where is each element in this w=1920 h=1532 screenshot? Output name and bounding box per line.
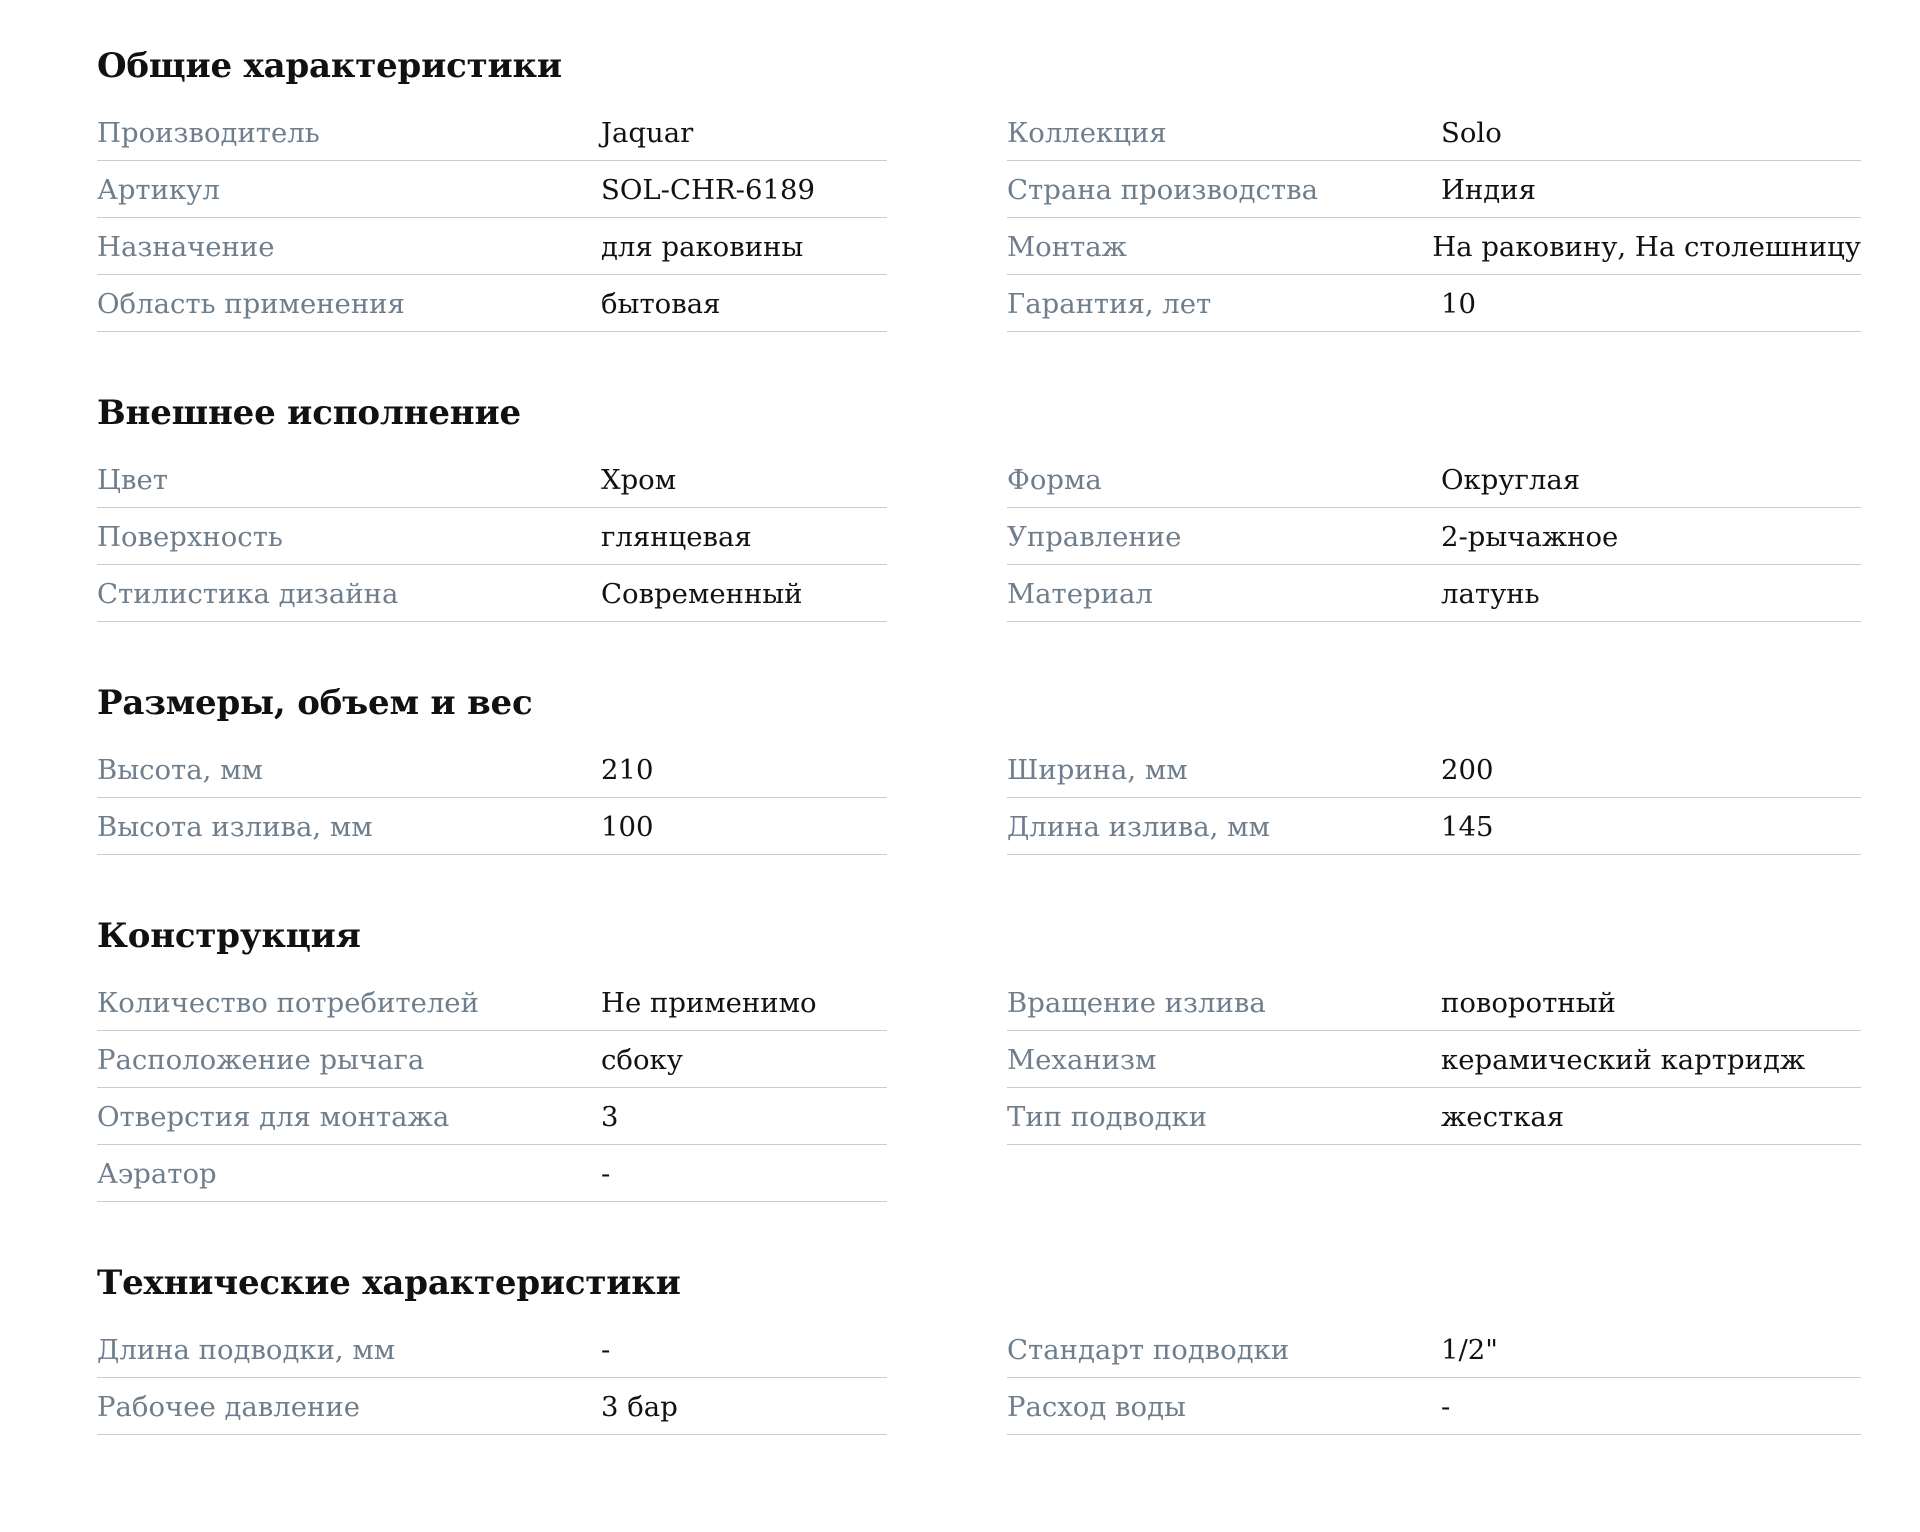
spec-label: Вращение излива xyxy=(1007,986,1266,1019)
spec-row xyxy=(97,218,887,275)
spec-row xyxy=(1007,508,1861,565)
spec-value: 2-рычажное xyxy=(1441,520,1619,553)
spec-column-right xyxy=(1007,104,1861,332)
spec-label: Поверхность xyxy=(97,520,283,553)
spec-row xyxy=(1007,974,1861,1031)
spec-label: Область применения xyxy=(97,287,405,320)
section-technical xyxy=(97,1245,1861,1435)
section-title: Размеры, объем и вес xyxy=(97,683,533,723)
spec-row xyxy=(1007,565,1861,622)
spec-value: На раковину, На столешницу xyxy=(1432,230,1861,263)
spec-column-left xyxy=(97,974,887,1202)
section-construction xyxy=(97,898,1861,1202)
spec-value: 210 xyxy=(601,753,654,786)
spec-row xyxy=(97,1378,887,1435)
spec-label: Расположение рычага xyxy=(97,1043,425,1076)
spec-value: Не применимо xyxy=(601,986,817,1019)
spec-label: Ширина, мм xyxy=(1007,753,1188,786)
spec-label: Механизм xyxy=(1007,1043,1157,1076)
spec-label: Высота, мм xyxy=(97,753,263,786)
spec-row xyxy=(97,1088,887,1145)
spec-column-right xyxy=(1007,741,1861,855)
spec-label: Тип подводки xyxy=(1007,1100,1208,1133)
spec-label: Артикул xyxy=(97,173,220,206)
spec-value: 100 xyxy=(601,810,654,843)
spec-label: Цвет xyxy=(97,463,168,496)
spec-grid xyxy=(97,451,1861,622)
spec-value: Округлая xyxy=(1441,463,1581,496)
spec-value: 3 бар xyxy=(601,1390,678,1423)
spec-row xyxy=(1007,1088,1861,1145)
section-title: Технические характеристики xyxy=(97,1263,681,1303)
spec-row xyxy=(97,161,887,218)
spec-row xyxy=(97,974,887,1031)
spec-label: Назначение xyxy=(97,230,275,263)
spec-row xyxy=(1007,451,1861,508)
spec-value: 200 xyxy=(1441,753,1494,786)
section-dimensions xyxy=(97,665,1861,855)
spec-row xyxy=(97,451,887,508)
spec-label: Производитель xyxy=(97,116,320,149)
spec-value: - xyxy=(601,1333,611,1366)
section-title: Конструкция xyxy=(97,916,361,956)
spec-column-left xyxy=(97,104,887,332)
spec-grid xyxy=(97,104,1861,332)
spec-row xyxy=(1007,741,1861,798)
spec-column-right xyxy=(1007,974,1861,1202)
spec-label: Управление xyxy=(1007,520,1182,553)
spec-value: поворотный xyxy=(1441,986,1616,1019)
spec-label: Аэратор xyxy=(97,1157,217,1190)
spec-label: Монтаж xyxy=(1007,230,1127,263)
spec-value: 10 xyxy=(1441,287,1476,320)
spec-column-left xyxy=(97,451,887,622)
spec-label: Страна производства xyxy=(1007,173,1318,206)
spec-label: Форма xyxy=(1007,463,1102,496)
spec-label: Стандарт подводки xyxy=(1007,1333,1290,1366)
spec-row xyxy=(1007,161,1861,218)
spec-row xyxy=(97,565,887,622)
spec-row xyxy=(97,1031,887,1088)
section-general xyxy=(97,28,1861,332)
spec-column-right xyxy=(1007,1321,1861,1435)
spec-row xyxy=(1007,798,1861,855)
spec-label: Длина подводки, мм xyxy=(97,1333,396,1366)
spec-value: керамический картридж xyxy=(1441,1043,1806,1076)
spec-label: Длина излива, мм xyxy=(1007,810,1270,843)
spec-label: Рабочее давление xyxy=(97,1390,360,1423)
spec-label: Коллекция xyxy=(1007,116,1167,149)
spec-value: сбоку xyxy=(601,1043,683,1076)
spec-value: Современный xyxy=(601,577,803,610)
spec-value: - xyxy=(601,1157,611,1190)
spec-grid xyxy=(97,974,1861,1202)
spec-value: 145 xyxy=(1441,810,1494,843)
spec-value: Индия xyxy=(1441,173,1536,206)
spec-row xyxy=(97,1321,887,1378)
spec-row xyxy=(1007,1378,1861,1435)
spec-grid xyxy=(97,1321,1861,1435)
section-appearance xyxy=(97,375,1861,622)
spec-label: Отверстия для монтажа xyxy=(97,1100,450,1133)
spec-label: Стилистика дизайна xyxy=(97,577,399,610)
spec-label: Высота излива, мм xyxy=(97,810,373,843)
spec-value: Jaquar xyxy=(601,116,694,149)
spec-row xyxy=(97,508,887,565)
spec-value: 3 xyxy=(601,1100,619,1133)
spec-value: - xyxy=(1441,1390,1451,1423)
spec-row xyxy=(1007,1321,1861,1378)
spec-label: Гарантия, лет xyxy=(1007,287,1212,320)
spec-row xyxy=(97,275,887,332)
spec-column-right xyxy=(1007,451,1861,622)
spec-label: Количество потребителей xyxy=(97,986,479,1019)
spec-grid xyxy=(97,741,1861,855)
spec-row xyxy=(1007,1031,1861,1088)
spec-column-left xyxy=(97,741,887,855)
spec-value: глянцевая xyxy=(601,520,752,553)
spec-label: Материал xyxy=(1007,577,1153,610)
section-title: Общие характеристики xyxy=(97,46,562,86)
spec-value: SOL-CHR-6189 xyxy=(601,173,815,206)
spec-row xyxy=(97,1145,887,1202)
spec-row xyxy=(97,104,887,161)
spec-label: Расход воды xyxy=(1007,1390,1186,1423)
spec-row xyxy=(97,741,887,798)
spec-value: Solo xyxy=(1441,116,1502,149)
section-title: Внешнее исполнение xyxy=(97,393,521,433)
spec-row xyxy=(1007,218,1861,275)
spec-value: бытовая xyxy=(601,287,721,320)
spec-value: жесткая xyxy=(1441,1100,1565,1133)
spec-row xyxy=(1007,104,1861,161)
spec-value: для раковины xyxy=(601,230,804,263)
spec-value: 1/2" xyxy=(1441,1333,1498,1366)
spec-value: Хром xyxy=(601,463,677,496)
spec-column-left xyxy=(97,1321,887,1435)
spec-value: латунь xyxy=(1441,577,1540,610)
spec-row xyxy=(97,798,887,855)
spec-row xyxy=(1007,275,1861,332)
